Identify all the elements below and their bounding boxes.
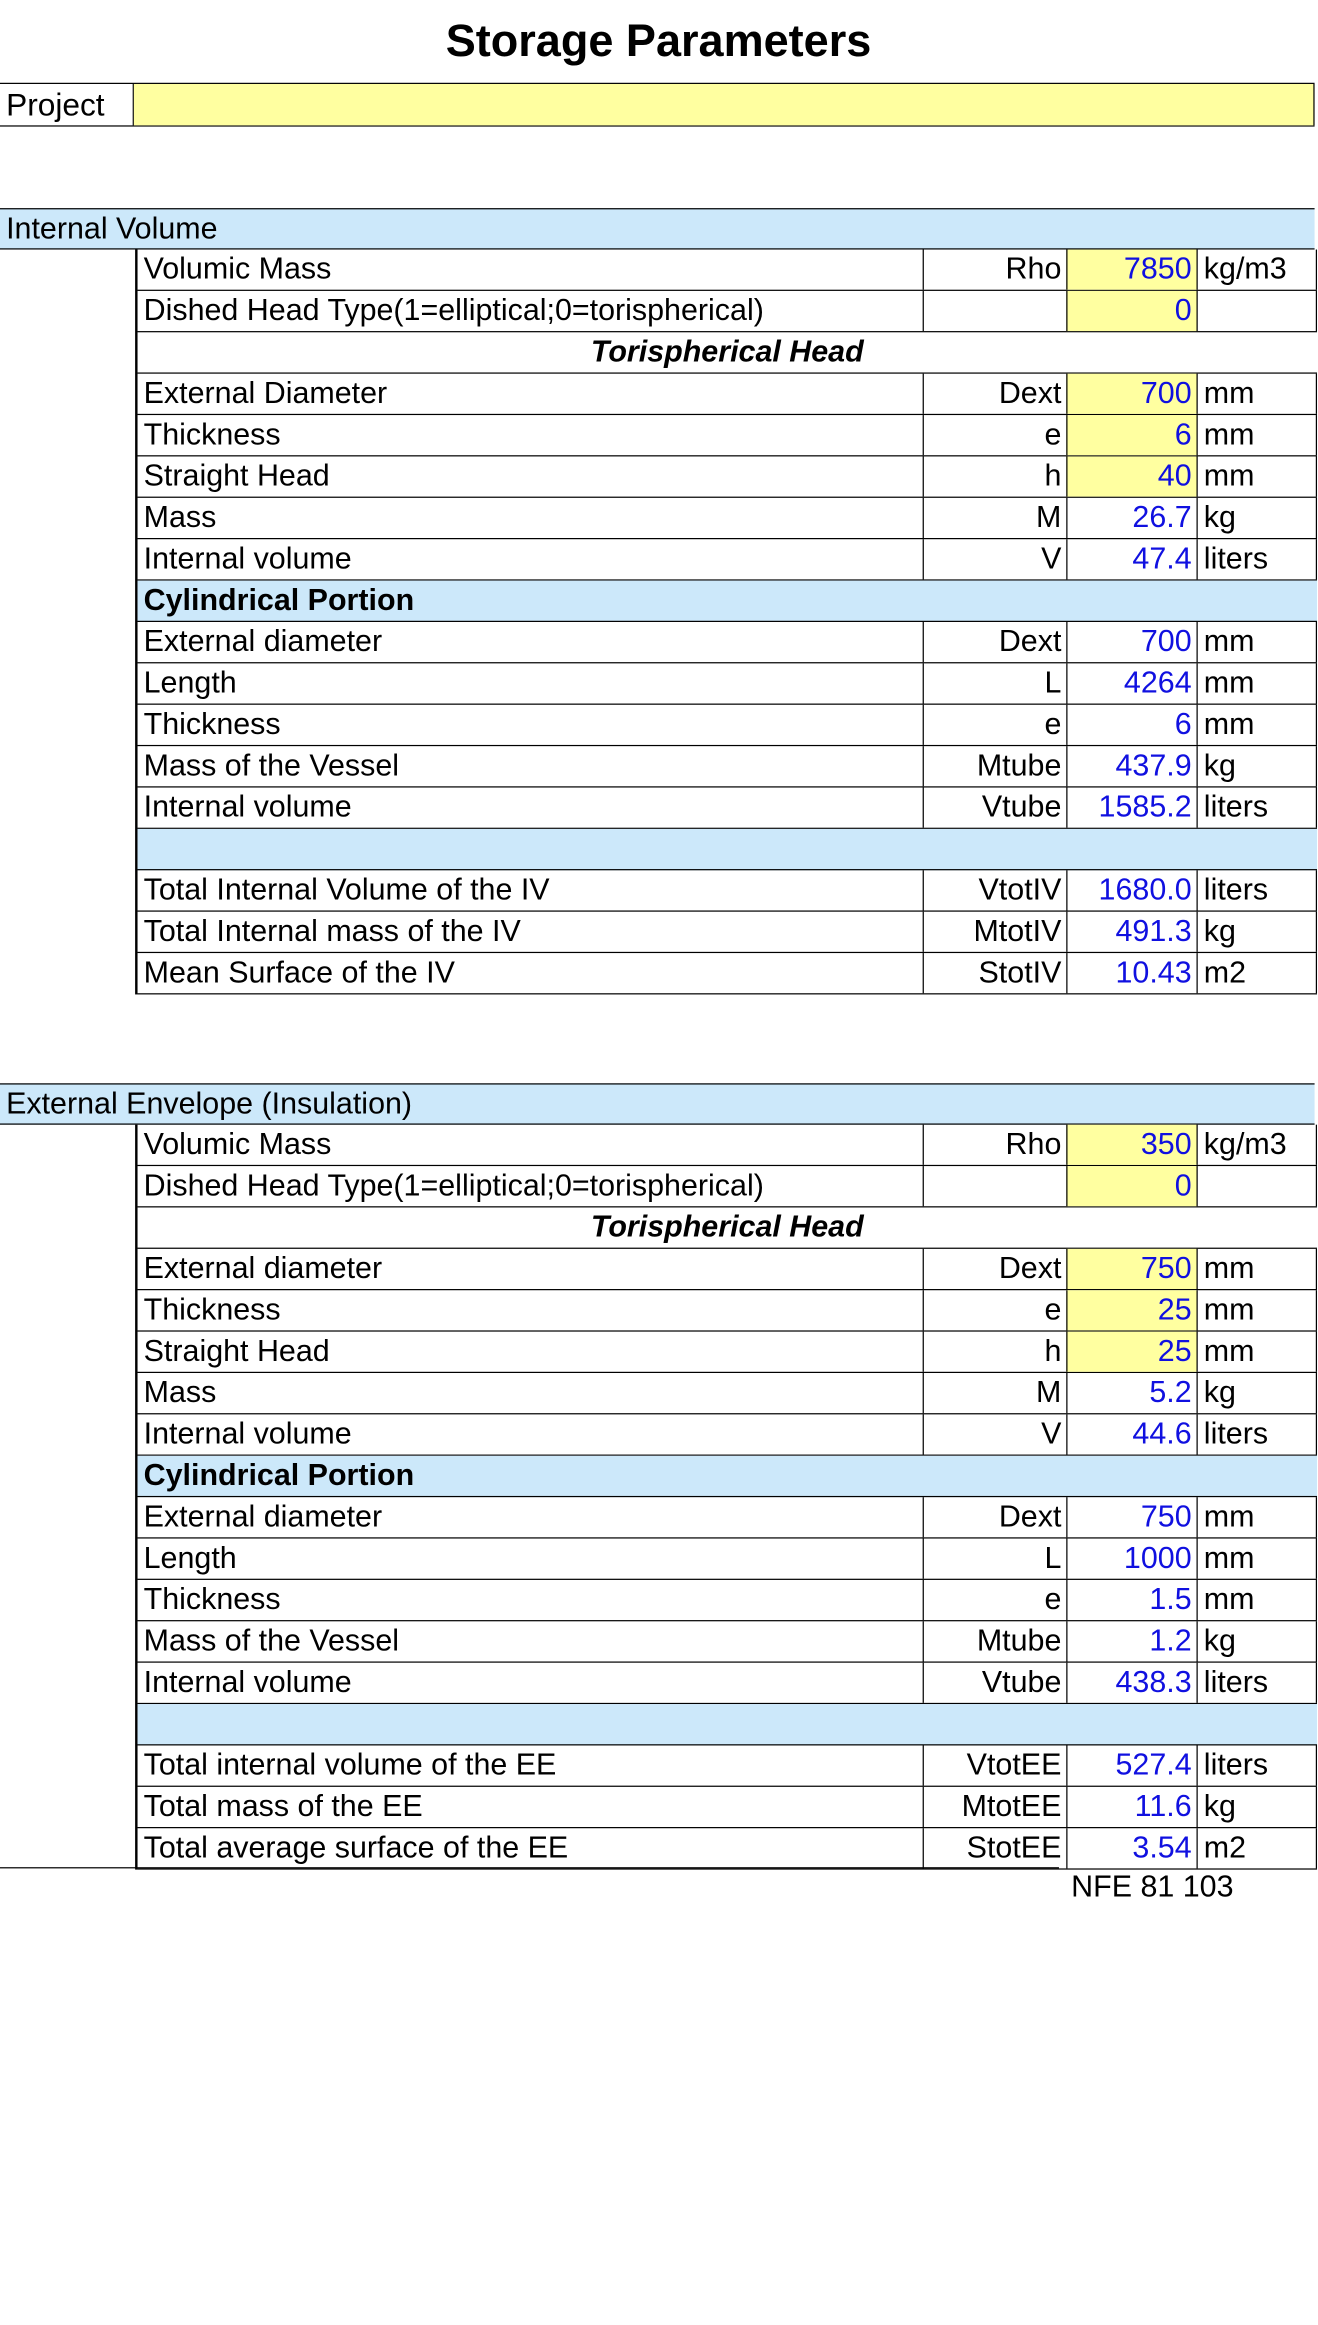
computed-value-cell: 1.5 — [1066, 1580, 1196, 1620]
table-row — [138, 1663, 1317, 1704]
row-label: Internal volume — [143, 789, 352, 825]
row-unit: mm — [1197, 1539, 1318, 1579]
row-symbol — [923, 291, 1067, 331]
row-symbol: Dext — [923, 1497, 1067, 1537]
row-symbol: Dext — [923, 1249, 1067, 1289]
row-label: Dished Head Type(1=elliptical;0=torispherical) — [143, 1168, 764, 1203]
row-label: External Diameter — [143, 376, 388, 411]
row-unit: mm — [1197, 705, 1318, 745]
input-value-cell[interactable]: 350 — [1066, 1125, 1196, 1165]
row-symbol: StotEE — [923, 1828, 1067, 1868]
row-unit: mm — [1197, 1497, 1318, 1537]
row-symbol: h — [923, 1332, 1067, 1372]
computed-value-cell: 11.6 — [1066, 1787, 1196, 1827]
table-row — [138, 622, 1317, 663]
project-input[interactable] — [134, 84, 1315, 125]
row-unit: mm — [1197, 622, 1318, 662]
row-unit: m2 — [1197, 1828, 1318, 1868]
input-value-cell[interactable]: 25 — [1066, 1290, 1196, 1330]
row-label: Internal volume — [143, 1416, 352, 1451]
row-label: Cylindrical Portion — [143, 583, 415, 618]
row-unit: mm — [1197, 456, 1318, 496]
row-label: Thickness — [143, 707, 281, 742]
table-row — [138, 1414, 1317, 1455]
row-label: Internal volume — [143, 1665, 352, 1700]
row-symbol: Vtube — [923, 1663, 1067, 1703]
table-row — [138, 498, 1317, 539]
row-unit: kg — [1197, 746, 1318, 786]
computed-value-cell: 1680.0 — [1066, 870, 1196, 910]
row-label: Dished Head Type(1=elliptical;0=torispherical) — [143, 293, 764, 328]
row-symbol: L — [923, 663, 1067, 703]
input-value-cell[interactable]: 6 — [1066, 415, 1196, 455]
table-row — [138, 746, 1317, 787]
row-unit: mm — [1197, 1249, 1318, 1289]
row-label: External diameter — [143, 624, 383, 659]
row-label: Mass of the Vessel — [143, 748, 400, 783]
computed-value-cell: 44.6 — [1066, 1414, 1196, 1454]
input-value-cell[interactable]: 700 — [1066, 374, 1196, 414]
norm-reference: NFE 81 103 — [1071, 1869, 1234, 1904]
table-row — [138, 1828, 1317, 1869]
table-row — [138, 1249, 1317, 1290]
row-unit: kg — [1197, 498, 1318, 538]
subheader-cylindrical-portion — [138, 581, 1317, 622]
table-row — [138, 788, 1317, 829]
row-unit — [1197, 1166, 1318, 1206]
row-label: Total Internal Volume of the IV — [143, 872, 550, 907]
computed-value-cell: 1.2 — [1066, 1621, 1196, 1661]
computed-value-cell: 47.4 — [1066, 539, 1196, 579]
table-row — [138, 1166, 1317, 1207]
table-row — [138, 1787, 1317, 1828]
input-value-cell[interactable]: 7850 — [1066, 250, 1196, 290]
section-header-external-envelope: External Envelope (Insulation) — [0, 1083, 1315, 1124]
project-label: Project — [0, 84, 134, 125]
row-unit: kg — [1197, 1787, 1318, 1827]
table-row — [138, 250, 1317, 291]
table-row — [138, 1125, 1317, 1166]
computed-value-cell: 10.43 — [1066, 953, 1196, 993]
row-label: Mass of the Vessel — [143, 1623, 400, 1658]
row-symbol: Rho — [923, 1125, 1067, 1165]
row-label: Mass — [143, 500, 217, 535]
row-unit: kg/m3 — [1197, 250, 1318, 290]
footer-divider — [0, 1867, 1059, 1868]
row-unit: kg — [1197, 1373, 1318, 1413]
spacer-row — [138, 829, 1317, 870]
row-label: External diameter — [143, 1251, 383, 1286]
row-label: Thickness — [143, 1582, 281, 1617]
row-symbol: Dext — [923, 622, 1067, 662]
input-value-cell[interactable]: 0 — [1066, 1166, 1196, 1206]
computed-value-cell: 4264 — [1066, 663, 1196, 703]
table-row — [138, 1621, 1317, 1662]
row-label: Total Internal mass of the IV — [143, 914, 521, 949]
row-unit: liters — [1197, 870, 1318, 910]
row-symbol: Vtube — [923, 788, 1067, 828]
table-row — [138, 912, 1317, 953]
table-row — [138, 456, 1317, 497]
row-label: Volumic Mass — [143, 251, 332, 287]
spacer-row — [138, 1704, 1317, 1745]
input-value-cell[interactable]: 25 — [1066, 1332, 1196, 1372]
row-unit: mm — [1197, 663, 1318, 703]
computed-value-cell: 750 — [1066, 1497, 1196, 1537]
subheader-torispherical-head: Torispherical Head — [138, 332, 1317, 373]
row-symbol: e — [923, 415, 1067, 455]
table-row — [138, 539, 1317, 580]
table-row — [138, 1332, 1317, 1373]
table-row — [138, 1373, 1317, 1414]
computed-value-cell: 3.54 — [1066, 1828, 1196, 1868]
row-label: Cylindrical Portion — [143, 1458, 415, 1493]
row-symbol: VtotEE — [923, 1745, 1067, 1785]
row-symbol: MtotEE — [923, 1787, 1067, 1827]
row-label: Length — [143, 1540, 237, 1576]
table-row — [138, 291, 1317, 332]
computed-value-cell: 700 — [1066, 622, 1196, 662]
computed-value-cell: 437.9 — [1066, 746, 1196, 786]
row-unit — [1197, 291, 1318, 331]
table-row — [138, 953, 1317, 994]
row-symbol: L — [923, 1539, 1067, 1579]
row-unit: kg — [1197, 912, 1318, 952]
computed-value-cell: 1000 — [1066, 1539, 1196, 1579]
table-row — [138, 374, 1317, 415]
row-label: Straight Head — [143, 458, 330, 493]
table-row — [138, 663, 1317, 704]
subheader-cylindrical-portion — [138, 1456, 1317, 1497]
row-symbol: V — [923, 1414, 1067, 1454]
row-unit: liters — [1197, 1663, 1318, 1703]
row-symbol: e — [923, 1580, 1067, 1620]
table-row — [138, 415, 1317, 456]
table-row — [138, 870, 1317, 911]
row-symbol — [923, 1166, 1067, 1206]
row-label: Volumic Mass — [143, 1127, 332, 1162]
row-label: Total mass of the EE — [143, 1789, 423, 1824]
table-row — [138, 1539, 1317, 1580]
row-label: Total average surface of the EE — [143, 1830, 569, 1865]
section-header-internal-volume: Internal Volume — [0, 208, 1315, 249]
row-symbol: MtotIV — [923, 912, 1067, 952]
computed-value-cell: 1585.2 — [1066, 788, 1196, 828]
project-row — [0, 83, 1315, 127]
row-unit: kg/m3 — [1197, 1125, 1318, 1165]
computed-value-cell: 527.4 — [1066, 1745, 1196, 1785]
row-unit: mm — [1197, 374, 1318, 414]
row-unit: liters — [1197, 788, 1318, 828]
row-label: Length — [143, 665, 237, 700]
external-envelope-table — [135, 1125, 1317, 1870]
row-symbol: Mtube — [923, 746, 1067, 786]
table-row — [138, 1290, 1317, 1331]
row-label: Straight Head — [143, 1334, 330, 1369]
row-label: Thickness — [143, 417, 281, 452]
row-symbol: M — [923, 498, 1067, 538]
row-label: Thickness — [143, 1292, 281, 1327]
input-value-cell[interactable]: 750 — [1066, 1249, 1196, 1289]
row-symbol: V — [923, 539, 1067, 579]
table-row — [138, 705, 1317, 746]
row-symbol: h — [923, 456, 1067, 496]
row-symbol: StotIV — [923, 953, 1067, 993]
row-unit: liters — [1197, 539, 1318, 579]
row-unit: mm — [1197, 1332, 1318, 1372]
internal-volume-table — [135, 250, 1317, 995]
table-row — [138, 1580, 1317, 1621]
page-title: Storage Parameters — [445, 15, 872, 66]
computed-value-cell: 26.7 — [1066, 498, 1196, 538]
row-unit: liters — [1197, 1414, 1318, 1454]
row-symbol: e — [923, 1290, 1067, 1330]
computed-value-cell: 438.3 — [1066, 1663, 1196, 1703]
input-value-cell[interactable]: 0 — [1066, 291, 1196, 331]
computed-value-cell: 6 — [1066, 705, 1196, 745]
row-label: Internal volume — [143, 541, 352, 576]
row-label: Mean Surface of the IV — [143, 955, 455, 990]
row-unit: kg — [1197, 1621, 1318, 1661]
row-unit: mm — [1197, 415, 1318, 455]
row-unit: m2 — [1197, 953, 1318, 993]
table-row — [138, 1497, 1317, 1538]
row-unit: liters — [1197, 1745, 1318, 1785]
computed-value-cell: 491.3 — [1066, 912, 1196, 952]
row-unit: mm — [1197, 1290, 1318, 1330]
row-label: Total internal volume of the EE — [143, 1747, 557, 1782]
row-label: External diameter — [143, 1499, 383, 1534]
computed-value-cell: 5.2 — [1066, 1373, 1196, 1413]
table-row — [138, 1745, 1317, 1786]
row-symbol: Mtube — [923, 1621, 1067, 1661]
row-unit: mm — [1197, 1580, 1318, 1620]
subheader-torispherical-head: Torispherical Head — [138, 1207, 1317, 1248]
row-symbol: Dext — [923, 374, 1067, 414]
row-symbol: e — [923, 705, 1067, 745]
row-symbol: VtotIV — [923, 870, 1067, 910]
row-symbol: Rho — [923, 250, 1067, 290]
row-symbol: M — [923, 1373, 1067, 1413]
input-value-cell[interactable]: 40 — [1066, 456, 1196, 496]
row-label: Mass — [143, 1375, 217, 1410]
